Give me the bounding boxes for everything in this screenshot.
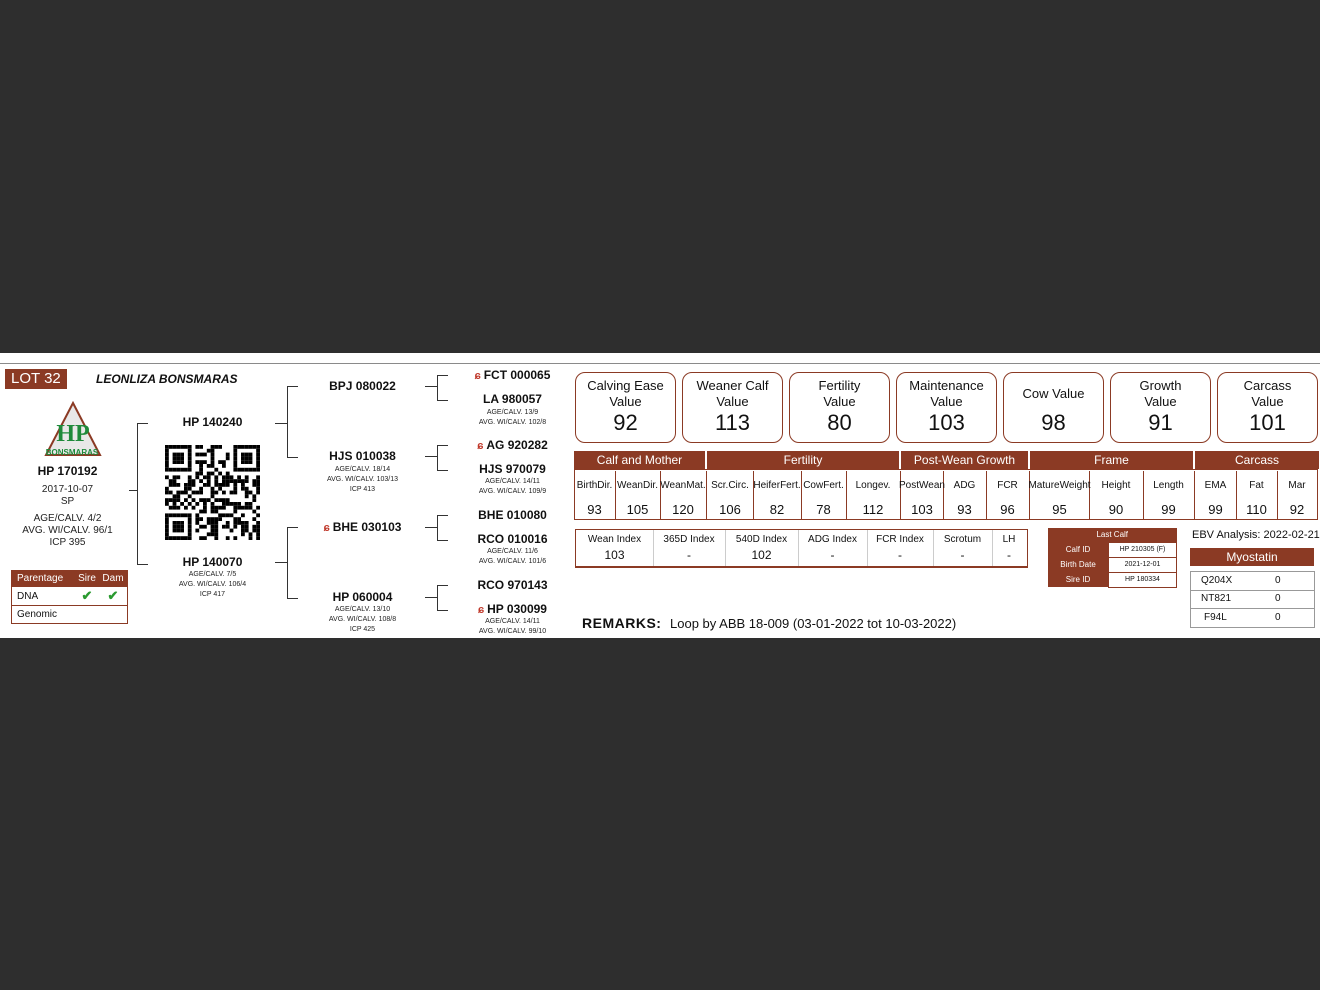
ebv-ema	[1195, 471, 1237, 520]
remarks-label: REMARKS:	[582, 615, 662, 631]
value-box-maintenance	[896, 372, 997, 443]
value-box-cow-value	[1003, 372, 1104, 443]
last-calf-key: Calf ID	[1048, 542, 1109, 557]
dam-id: HP 140070	[182, 555, 243, 569]
ebv-cow-fert	[801, 471, 847, 520]
ebv-longev	[846, 471, 901, 520]
last-calf-key: Sire ID	[1048, 572, 1109, 587]
ped-bracket	[437, 585, 448, 611]
parentage-row-label: DNA	[17, 590, 39, 602]
ebv-wean-dir	[615, 471, 661, 520]
sale-card	[0, 353, 1320, 638]
ebv-value: 82	[769, 502, 785, 517]
sd-age-calv: AGE/CALV. 18/14	[334, 466, 391, 473]
index-label: ADG Index	[808, 534, 857, 545]
value-title-line1: Carcass	[1243, 378, 1292, 393]
dd-avg-wi: AVG. WI/CALV. 108/8	[328, 616, 397, 623]
value-box-title	[897, 378, 996, 410]
value-box-title	[1111, 378, 1210, 410]
index-value: -	[830, 548, 835, 562]
index-365d	[653, 530, 726, 566]
parentage-header-sire: Sire	[78, 573, 96, 584]
group-carcass: Carcass	[1195, 451, 1319, 469]
index-540d	[725, 530, 799, 566]
index-fcr	[867, 530, 934, 566]
lot-badge: LOT 32	[5, 369, 67, 389]
remarks-text: Loop by ABB 18-009 (03-01-2022 tot 10-03-2022)	[670, 616, 957, 631]
myostatin-key: Q204X	[1201, 575, 1233, 586]
ebv-analysis-date: EBV Analysis: 2022-02-21	[1192, 529, 1320, 541]
ddd-age-calv: AGE/CALV. 14/11	[485, 618, 540, 625]
dd-icp: ICP 425	[349, 626, 376, 633]
value-box-title: Cow Value	[1022, 386, 1085, 401]
ssd-avg-wi: AVG. WI/CALV. 102/8	[478, 419, 547, 426]
ebv-label	[801, 471, 846, 499]
last-calf-value: HP 210305 (F)	[1109, 542, 1177, 557]
animal-age-calv: AGE/CALV. 4/2	[33, 513, 102, 524]
value-title-line2: Value	[823, 394, 856, 409]
index-label: 365D Index	[663, 534, 715, 545]
ped-connector	[425, 527, 437, 528]
ped-connector	[275, 562, 287, 563]
ebv-fcr	[986, 471, 1030, 520]
sd-icp: ICP 413	[349, 486, 376, 493]
parentage-row-dna	[12, 587, 128, 606]
value-title-line2: Value	[930, 394, 963, 409]
ebv-label: ADG	[953, 480, 976, 491]
value-title-line2: Value	[1144, 394, 1177, 409]
ebv-height	[1089, 471, 1144, 520]
ddd-avg-wi: AVG. WI/CALV. 99/10	[478, 628, 547, 635]
parentage-table	[11, 570, 128, 624]
value-box-title	[576, 378, 675, 410]
index-lh	[992, 530, 1026, 566]
ebv-heifer-fert	[753, 471, 802, 520]
ebv-label	[1030, 471, 1089, 499]
ebv-label: Height	[1101, 480, 1131, 491]
index-label: Wean Index	[587, 534, 642, 545]
ped-connector	[425, 456, 437, 457]
ebv-label-line1: Heifer	[753, 480, 781, 491]
card-top-border	[0, 353, 1320, 364]
ebv-label-line1: Wean	[660, 480, 687, 491]
birth-date: 2017-10-07	[41, 484, 94, 495]
value-title-line1: Maintenance	[909, 378, 984, 393]
value-title-line1: Weaner Calf	[696, 378, 769, 393]
ebv-label	[660, 471, 706, 499]
last-calf-header	[1048, 528, 1177, 542]
ds-id	[305, 520, 420, 534]
index-adg	[798, 530, 868, 566]
ped-bracket	[437, 515, 448, 541]
sds-id-text: AG 920282	[486, 438, 548, 452]
ebv-label-line1: Post	[899, 480, 920, 491]
ddd-id-text: HP 030099	[487, 602, 547, 616]
value-title-line2: Value	[1251, 394, 1284, 409]
ddd-id	[455, 602, 570, 616]
ebv-fat	[1236, 471, 1278, 520]
index-value: 102	[751, 548, 772, 562]
last-calf-row	[1048, 557, 1177, 572]
ebv-label-line1: Cow	[803, 480, 824, 491]
group-frame: Frame	[1030, 451, 1193, 469]
value-box-growth	[1110, 372, 1211, 443]
last-calf-row	[1048, 572, 1177, 587]
value-box-number: 80	[827, 410, 852, 435]
ebv-value: 103	[911, 502, 933, 517]
qr-code	[165, 445, 260, 540]
value-box-number: 101	[1249, 410, 1286, 435]
value-box-number: 91	[1148, 410, 1173, 435]
myostatin-value: 0	[1275, 593, 1281, 604]
ebv-value: 92	[1289, 502, 1305, 517]
value-box-title	[790, 378, 889, 410]
ped-bracket	[437, 375, 448, 401]
value-title-line2: Value	[609, 394, 642, 409]
value-box-number: 103	[928, 410, 965, 435]
ebv-value: 112	[862, 502, 884, 517]
ebv-label	[753, 471, 801, 499]
index-label: FCR Index	[876, 534, 924, 545]
ebv-value: 95	[1052, 502, 1067, 517]
ped-connector	[425, 597, 437, 598]
flame-icon: ɕ	[474, 370, 481, 382]
dsd-id: RCO 010016	[477, 532, 548, 546]
ebv-label-line1: Birth	[576, 480, 598, 491]
dsd-avg-wi: AVG. WI/CALV. 101/6	[478, 558, 547, 565]
value-box-carcass	[1217, 372, 1318, 443]
value-title-line1: Growth	[1139, 378, 1182, 393]
ebv-label-line2: Mat.	[686, 480, 706, 491]
myostatin-title: Myostatin	[1190, 548, 1314, 566]
sire-id: HP 140240	[182, 415, 243, 429]
dam-icp: ICP 417	[199, 591, 226, 598]
dna-dam-check-icon: ✔	[107, 588, 119, 603]
last-calf-row	[1048, 542, 1177, 557]
ebv-label-line1: Wean	[617, 480, 643, 491]
sss-id-text: FCT 000065	[483, 368, 551, 382]
ebv-label-line2: Dir.	[597, 480, 613, 491]
dsd-age-calv: AGE/CALV. 11/6	[487, 548, 538, 555]
animal-id: HP 170192	[37, 464, 98, 478]
ebv-mature-weight	[1030, 471, 1090, 520]
ebv-label	[615, 471, 660, 499]
index-label: Scrotum	[943, 534, 982, 545]
ebv-value: 78	[816, 502, 831, 517]
ebv-length	[1143, 471, 1195, 520]
sdd-id: HJS 970079	[479, 462, 546, 476]
sdd-avg-wi: AVG. WI/CALV. 109/9	[478, 488, 547, 495]
ebv-label-line2: Dir.	[642, 480, 658, 491]
ped-bracket	[437, 445, 448, 471]
ebv-wean-mat	[660, 471, 707, 520]
value-box-number: 113	[714, 410, 751, 435]
parentage-header-dam: Dam	[102, 573, 124, 584]
group-post-wean-growth: Post-Wean Growth	[901, 451, 1028, 469]
sd-avg-wi: AVG. WI/CALV. 103/13	[326, 476, 399, 483]
parentage-header-label: Parentage	[17, 573, 64, 584]
ebv-scr-circ	[707, 471, 754, 520]
dna-sire-check-icon: ✔	[81, 588, 93, 603]
animal-avg-wi: AVG. WI/CALV. 96/1	[22, 525, 113, 536]
value-title-line1: Fertility	[818, 378, 861, 393]
last-calf-table	[1048, 528, 1177, 588]
flame-icon: ɕ	[477, 440, 484, 452]
logo-letters: HP	[56, 421, 90, 447]
index-label: 540D Index	[735, 534, 788, 545]
sdd-age-calv: AGE/CALV. 14/11	[485, 478, 540, 485]
myostatin-value: 0	[1275, 575, 1281, 586]
ebv-label-line2: Fert.	[780, 480, 801, 491]
ebv-value: 106	[719, 502, 741, 517]
ebv-label	[574, 471, 615, 499]
dds-id: RCO 970143	[477, 578, 548, 592]
ebv-label: Longev.	[855, 480, 891, 491]
ebv-value: 120	[672, 502, 694, 517]
parentage-header	[12, 571, 128, 587]
logo-text: BONSMARAS	[45, 448, 99, 457]
ebv-value: 96	[1000, 502, 1015, 517]
animal-code: SP	[60, 496, 75, 507]
ped-bracket	[287, 386, 298, 458]
ebv-post-wean	[901, 471, 944, 520]
dd-age-calv: AGE/CALV. 13/10	[334, 606, 391, 613]
value-title-line1: Calving Ease	[587, 378, 664, 393]
ped-bracket	[137, 423, 148, 565]
dss-id: BHE 010080	[478, 508, 547, 522]
sss-id	[455, 368, 570, 382]
ebv-label-line1: Mature	[1028, 480, 1060, 491]
ebv-label: Length	[1153, 480, 1184, 491]
ebv-label	[901, 471, 943, 499]
sds-id	[455, 438, 570, 452]
dd-id: HP 060004	[332, 590, 393, 604]
parentage-row-genomic	[12, 606, 128, 624]
ebv-label-line2: Circ.	[728, 480, 749, 491]
myostatin-row	[1190, 590, 1315, 609]
ebv-label: Mar	[1288, 480, 1306, 491]
index-scrotum	[933, 530, 993, 566]
ebv-value: 93	[957, 502, 972, 517]
flame-icon: ɕ	[478, 604, 485, 616]
ebv-value: 105	[626, 502, 649, 517]
ebv-label-line2: Wean	[919, 480, 945, 491]
index-value: -	[687, 548, 691, 562]
last-calf-value: HP 180334	[1109, 572, 1177, 587]
value-box-title	[1218, 378, 1317, 410]
parentage-row-label: Genomic	[17, 609, 58, 620]
value-box-weaner-calf	[682, 372, 783, 443]
ped-connector	[275, 423, 287, 424]
value-title-line2: Value	[716, 394, 749, 409]
ebv-mar	[1277, 471, 1317, 520]
ped-bracket	[287, 527, 298, 599]
ebv-label: Fat	[1249, 480, 1264, 491]
value-box-number: 92	[613, 410, 638, 435]
animal-icp: ICP 395	[49, 537, 86, 548]
dam-age-calv: AGE/CALV. 7/5	[188, 571, 237, 578]
ebv-value: 93	[587, 502, 602, 517]
ebv-value: 99	[1208, 502, 1223, 517]
group-fertility: Fertility	[707, 451, 899, 469]
last-calf-key: Birth Date	[1048, 557, 1109, 572]
value-box-calving-ease	[575, 372, 676, 443]
ssd-id: LA 980057	[483, 392, 542, 406]
ebv-label-line2: Fert.	[823, 480, 844, 491]
ebv-adg	[943, 471, 987, 520]
value-box-number: 98	[1041, 410, 1066, 435]
index-value: 103	[604, 548, 625, 562]
group-calf-and-mother: Calf and Mother	[574, 451, 705, 469]
ebv-label: FCR	[997, 480, 1018, 491]
value-box-title	[683, 378, 782, 410]
genomic-dam-value	[99, 606, 128, 624]
index-wean	[576, 530, 654, 566]
value-box-fertility	[789, 372, 890, 443]
myostatin-key: F94L	[1204, 612, 1227, 623]
myostatin-value: 0	[1275, 612, 1281, 623]
dam-avg-wi: AVG. WI/CALV. 106/4	[178, 581, 247, 588]
last-calf-title: Last Calf	[1048, 528, 1177, 542]
ebv-value: 90	[1108, 502, 1124, 517]
ebv-value: 99	[1161, 502, 1176, 517]
ebv-label	[707, 471, 753, 499]
ped-connector	[129, 490, 137, 491]
ebv-label-line2: Weight	[1059, 480, 1091, 491]
last-calf-value: 2021-12-01	[1109, 557, 1177, 572]
ebv-value: 110	[1246, 502, 1267, 517]
flame-icon: ɕ	[323, 522, 330, 534]
ebv-label-line1: Scr.	[711, 480, 729, 491]
index-value: -	[1007, 548, 1011, 562]
ebv-birth-dir	[574, 471, 616, 520]
genomic-sire-value	[75, 606, 99, 624]
myostatin-key: NT821	[1201, 593, 1232, 604]
index-value: -	[960, 548, 965, 562]
ebv-label: EMA	[1204, 480, 1227, 491]
index-value: -	[898, 548, 902, 562]
ss-id: BPJ 080022	[329, 379, 396, 393]
sd-id: HJS 010038	[329, 449, 396, 463]
herd-name: LEONLIZA BONSMARAS	[96, 372, 238, 386]
index-label: LH	[1002, 534, 1016, 545]
ssd-age-calv: AGE/CALV. 13/9	[486, 409, 539, 416]
ped-connector	[425, 386, 437, 387]
ds-id-text: BHE 030103	[332, 520, 402, 534]
myostatin-row	[1190, 571, 1315, 591]
myostatin-row	[1190, 609, 1315, 628]
